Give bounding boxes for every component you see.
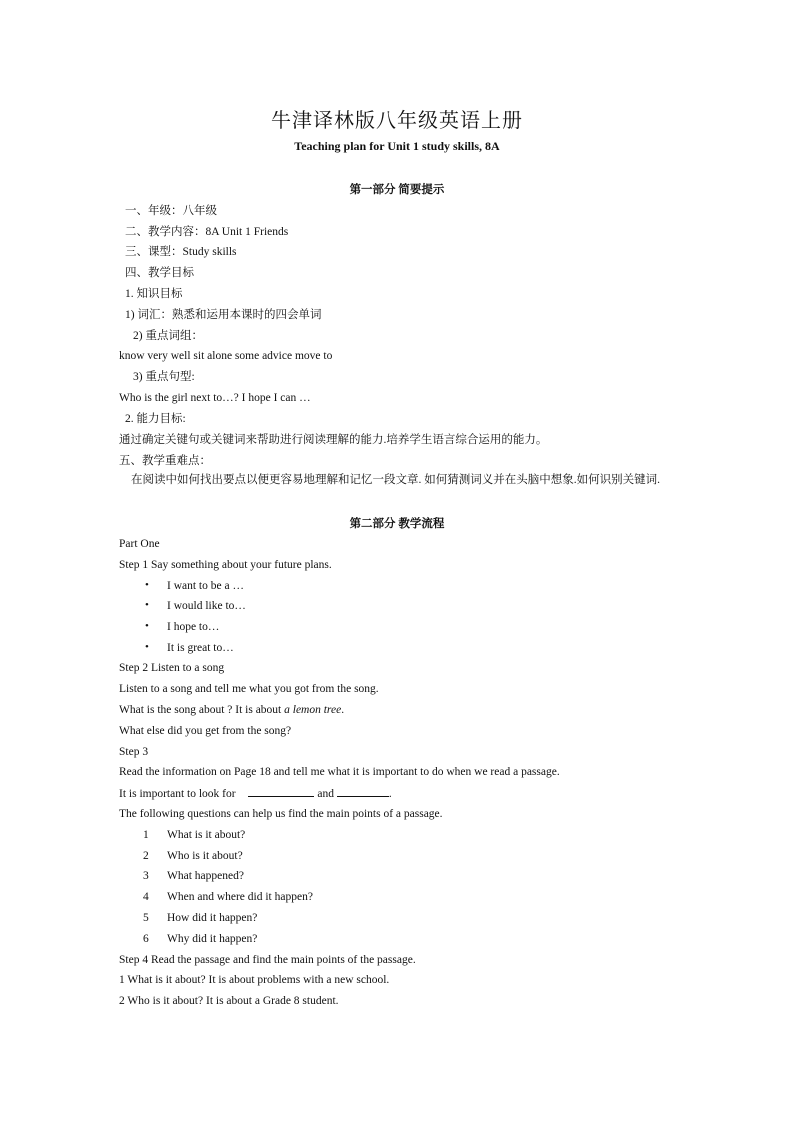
document-subtitle: Teaching plan for Unit 1 study skills, 8A <box>294 139 500 153</box>
vocab-line: 1) 词汇：熟悉和运用本课时的四会单词 <box>125 309 322 321</box>
step3-b-and: and <box>317 788 334 800</box>
step2-a-line: Listen to a song and tell me what you got from the song. <box>119 683 379 695</box>
step3-b-line <box>119 786 392 801</box>
step2-c-line: What else did you get from the song? <box>119 725 292 737</box>
part2-heading: 第二部分 教学流程 <box>349 518 445 530</box>
bullet-marker: • <box>145 620 149 632</box>
bullet-item: It is great to… <box>167 642 234 654</box>
grade-line: 一、年级：八年级 <box>125 205 217 217</box>
question-text: What happened? <box>167 870 244 882</box>
ability-line: 通过确定关键句或关键词来帮助进行阅读理解的能力.培养学生语言综合运用的能力。 <box>119 434 548 446</box>
step2-b-end: . <box>341 704 345 716</box>
question-text: Why did it happen? <box>167 933 258 945</box>
knowledge-line: 1. 知识目标 <box>125 288 183 300</box>
bullet-marker: • <box>145 579 149 591</box>
step1-line: Step 1 Say something about your future plans. <box>119 559 332 571</box>
sentences-line: Who is the girl next to…? I hope I can … <box>119 392 311 404</box>
part-one-label: Part One <box>119 538 160 550</box>
bullet-marker: • <box>145 641 149 653</box>
step2-b-emphasis: a lemon tree <box>284 704 342 716</box>
phrases-line: know very well sit alone some advice move to <box>119 350 333 362</box>
document-title: 牛津译林版八年级英语上册 <box>271 110 523 132</box>
question-text: When and where did it happen? <box>167 891 313 903</box>
ability-label: 2. 能力目标: <box>125 413 186 425</box>
step2-b-text: What is the song about ? It is about <box>119 704 285 716</box>
step4-line: Step 4 Read the passage and find the main points of the passage. <box>119 954 416 966</box>
step3-b-text: It is important to look for <box>119 788 236 800</box>
answer-blank-1[interactable] <box>248 786 314 797</box>
type-line: 三、课型：Study skills <box>125 246 237 258</box>
bullet-marker: • <box>145 599 149 611</box>
key-points-paragraph: 在阅读中如何找出要点以便更容易地理解和记忆一段文章. 如何猜测词义并在头脑中想象.如何识别关键词. <box>131 474 660 486</box>
bullet-item: I hope to… <box>167 621 220 633</box>
step3-c-line: The following questions can help us find the main points of a passage. <box>119 808 443 820</box>
phrases-label: 2) 重点词组： <box>133 330 203 342</box>
bullet-item: I want to be a … <box>167 580 244 592</box>
key-points-label: 五、教学重难点： <box>119 455 211 467</box>
question-text: Who is it about? <box>167 850 243 862</box>
question-text: What is it about? <box>167 829 246 841</box>
step3-b-end: . <box>388 788 392 800</box>
question-number: 1 <box>143 829 149 841</box>
step2-line: Step 2 Listen to a song <box>119 662 225 674</box>
content-line: 二、教学内容：8A Unit 1 Friends <box>125 226 289 238</box>
question-number: 2 <box>143 850 149 862</box>
step4-a-line: 1 What is it about? It is about problems with a new school. <box>119 974 390 986</box>
step3-a-line: Read the information on Page 18 and tell me what it is important to do when we read a passage. <box>119 766 560 778</box>
step3-line: Step 3 <box>119 746 149 758</box>
goals-line: 四、教学目标 <box>125 267 194 279</box>
question-number: 3 <box>143 870 149 882</box>
sentences-label: 3) 重点句型: <box>133 371 195 383</box>
step2-b-line <box>119 703 344 717</box>
question-number: 4 <box>143 891 149 903</box>
bullet-item: I would like to… <box>167 600 246 612</box>
question-number: 5 <box>143 912 149 924</box>
question-text: How did it happen? <box>167 912 258 924</box>
question-number: 6 <box>143 933 149 945</box>
answer-blank-2[interactable] <box>337 786 389 797</box>
step4-b-line: 2 Who is it about? It is about a Grade 8 student. <box>119 995 339 1007</box>
part1-heading: 第一部分 简要提示 <box>349 184 445 196</box>
